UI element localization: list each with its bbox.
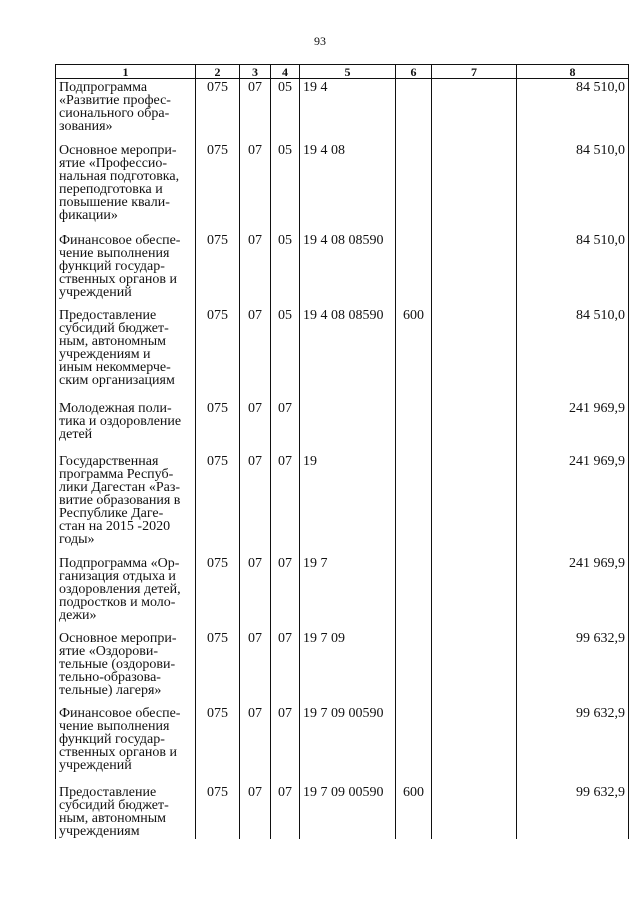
subsection-code-cell: 07: [271, 453, 300, 555]
column-7-cell: [432, 142, 517, 232]
table-row: [56, 400, 629, 453]
table-row: [56, 307, 629, 400]
subsection-code-cell: 05: [271, 79, 300, 142]
table-row: [56, 630, 629, 705]
target-article-cell: 19 7 09 00590: [300, 784, 396, 839]
item-name-cell: [56, 307, 196, 400]
page-number: 93: [314, 34, 326, 48]
item-name-text: Финансовое обеспе- чение выполнения функций государ- ственных органов и учреждений: [59, 232, 181, 300]
item-name-text: Молодежная поли- тика и оздоровление детей: [59, 400, 182, 442]
column-7-cell: [432, 400, 517, 453]
item-name-cell: [56, 555, 196, 630]
amount-cell: 241 969,9: [517, 453, 629, 555]
item-name-cell: [56, 400, 196, 453]
header-cell-5: 5: [300, 65, 396, 79]
item-name-cell: [56, 79, 196, 142]
subsection-code-cell: 07: [271, 630, 300, 705]
subsection-code-cell: 05: [271, 232, 300, 307]
expense-type-cell: [396, 705, 432, 784]
target-article-cell: 19 7 09: [300, 630, 396, 705]
publisher-code-cell: 075: [196, 79, 240, 142]
target-article-cell: 19 7 09 00590: [300, 705, 396, 784]
expense-type-cell: [396, 79, 432, 142]
header-cell-7: 7: [432, 65, 517, 79]
item-name-text: Предоставление субсидий бюджет- ным, автономным учреждениям и иным некоммерче- ским организациям: [59, 307, 175, 388]
table-row: [56, 784, 629, 839]
target-article-cell: 19 4 08: [300, 142, 396, 232]
subsection-code-cell: 05: [271, 142, 300, 232]
amount-cell: 84 510,0: [517, 232, 629, 307]
publisher-code-cell: 075: [196, 784, 240, 839]
subsection-code-cell: 07: [271, 784, 300, 839]
target-article-cell: 19 4 08 08590: [300, 307, 396, 400]
table-row: [56, 142, 629, 232]
section-code-cell: 07: [240, 400, 271, 453]
expense-type-cell: [396, 453, 432, 555]
item-name-text: Подпрограмма «Развитие профес- сионального обра- зования»: [59, 80, 171, 134]
column-7-cell: [432, 630, 517, 705]
expense-type-cell: 600: [396, 307, 432, 400]
table-row: [56, 79, 629, 142]
expense-type-cell: [396, 232, 432, 307]
table-body: [56, 79, 629, 839]
target-article-cell: 19 4: [300, 79, 396, 142]
table-row: [56, 232, 629, 307]
table-row: [56, 555, 629, 630]
section-code-cell: 07: [240, 630, 271, 705]
target-article-cell: 19 4 08 08590: [300, 232, 396, 307]
header-cell-1: 1: [56, 65, 196, 79]
table-row: [56, 453, 629, 555]
section-code-cell: 07: [240, 79, 271, 142]
item-name-text: Подпрограмма «Ор- ганизация отдыха и оздоровления детей, подростков и моло- дежи»: [59, 555, 181, 623]
subsection-code-cell: 07: [271, 705, 300, 784]
item-name-cell: [56, 142, 196, 232]
amount-cell: 99 632,9: [517, 784, 629, 839]
item-name-text: Основное меропри- ятие «Оздорови- тельные (оздорови- тельно-образова- тельные) лагеря»: [59, 630, 177, 698]
column-7-cell: [432, 79, 517, 142]
header-cell-3: 3: [240, 65, 271, 79]
publisher-code-cell: 075: [196, 307, 240, 400]
table-row: [56, 705, 629, 784]
column-7-cell: [432, 555, 517, 630]
header-cell-4: 4: [271, 65, 300, 79]
publisher-code-cell: 075: [196, 555, 240, 630]
publisher-code-cell: 075: [196, 142, 240, 232]
section-code-cell: 07: [240, 142, 271, 232]
target-article-cell: [300, 400, 396, 453]
publisher-code-cell: 075: [196, 453, 240, 555]
subsection-code-cell: 05: [271, 307, 300, 400]
expense-type-cell: [396, 630, 432, 705]
section-code-cell: 07: [240, 705, 271, 784]
subsection-code-cell: 07: [271, 400, 300, 453]
item-name-cell: [56, 630, 196, 705]
publisher-code-cell: 075: [196, 232, 240, 307]
item-name-text: Финансовое обеспе- чение выполнения функций государ- ственных органов и учреждений: [59, 705, 181, 773]
amount-cell: 241 969,9: [517, 400, 629, 453]
publisher-code-cell: 075: [196, 400, 240, 453]
header-cell-2: 2: [196, 65, 240, 79]
table-header: [56, 65, 629, 79]
item-name-cell: [56, 232, 196, 307]
item-name-text: Основное меропри- ятие «Профессио- нальная подготовка, переподготовка и повышение квали- фикации»: [59, 142, 180, 223]
expense-type-cell: [396, 142, 432, 232]
section-code-cell: 07: [240, 307, 271, 400]
item-name-text: Государственная программа Респуб- лики Дагестан «Раз- витие образования в Республике Даге- стан на 2015 -2020 годы»: [59, 453, 181, 547]
header-row: [56, 65, 629, 79]
amount-cell: 84 510,0: [517, 142, 629, 232]
header-cell-8: 8: [517, 65, 629, 79]
item-name-text: Предоставление субсидий бюджет- ным, автономным учреждениям: [59, 784, 169, 839]
budget-table: [55, 64, 629, 839]
column-7-cell: [432, 705, 517, 784]
amount-cell: 241 969,9: [517, 555, 629, 630]
column-7-cell: [432, 784, 517, 839]
section-code-cell: 07: [240, 232, 271, 307]
target-article-cell: 19: [300, 453, 396, 555]
section-code-cell: 07: [240, 784, 271, 839]
amount-cell: 84 510,0: [517, 307, 629, 400]
expense-type-cell: [396, 555, 432, 630]
amount-cell: 99 632,9: [517, 630, 629, 705]
column-7-cell: [432, 307, 517, 400]
expense-type-cell: [396, 400, 432, 453]
amount-cell: 84 510,0: [517, 79, 629, 142]
amount-cell: 99 632,9: [517, 705, 629, 784]
column-7-cell: [432, 232, 517, 307]
section-code-cell: 07: [240, 555, 271, 630]
section-code-cell: 07: [240, 453, 271, 555]
publisher-code-cell: 075: [196, 630, 240, 705]
item-name-cell: [56, 784, 196, 839]
item-name-cell: [56, 453, 196, 555]
target-article-cell: 19 7: [300, 555, 396, 630]
item-name-cell: [56, 705, 196, 784]
column-7-cell: [432, 453, 517, 555]
subsection-code-cell: 07: [271, 555, 300, 630]
header-cell-6: 6: [396, 65, 432, 79]
expense-type-cell: 600: [396, 784, 432, 839]
publisher-code-cell: 075: [196, 705, 240, 784]
